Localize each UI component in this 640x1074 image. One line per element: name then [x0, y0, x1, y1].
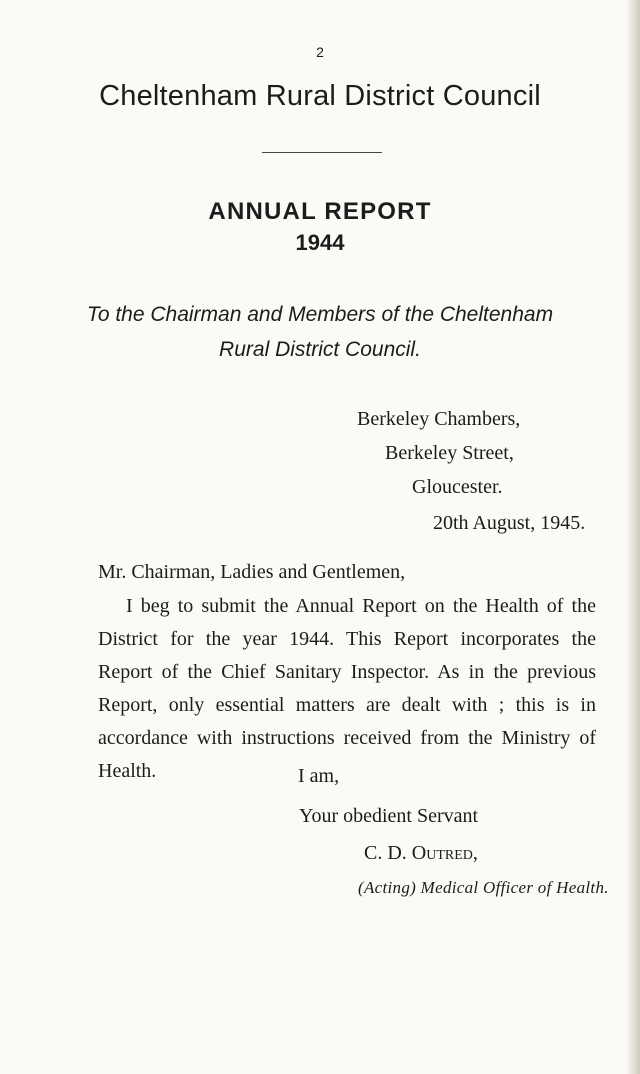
- salutation: Mr. Chairman, Ladies and Gentlemen,: [98, 561, 406, 583]
- address-line-2: Berkeley Street,: [385, 442, 514, 464]
- addressee-line-1: To the Chairman and Members of the Cheltenham: [86, 303, 554, 326]
- report-title: ANNUAL REPORT: [208, 198, 432, 225]
- signer-title: (Acting) Medical Officer of Health.: [358, 878, 609, 897]
- addressee-line-2: Rural District Council.: [219, 338, 421, 361]
- signature-name: C. D. Outred,: [364, 842, 478, 864]
- report-year: 1944: [295, 230, 345, 255]
- letter-date: 20th August, 1945.: [433, 512, 586, 534]
- address-line-3: Gloucester.: [412, 476, 503, 498]
- title-divider: [262, 152, 382, 153]
- council-title: Cheltenham Rural District Council: [99, 80, 541, 112]
- address-line-1: Berkeley Chambers,: [357, 408, 521, 430]
- closing-line-1: I am,: [298, 765, 340, 787]
- page-edge-shadow: [626, 0, 640, 1074]
- page-number: 2: [316, 44, 324, 60]
- letter-body: I beg to submit the Annual Report on the Health of the District for the year 1944. This Report incorporates the Report of the Chief Sanitary Inspector. As in the previous Report, only essential matters are dealt with ; this is in accordance with instructions received from the Ministry of Health.: [98, 595, 596, 782]
- closing-line-2: Your obedient Servant: [299, 805, 479, 827]
